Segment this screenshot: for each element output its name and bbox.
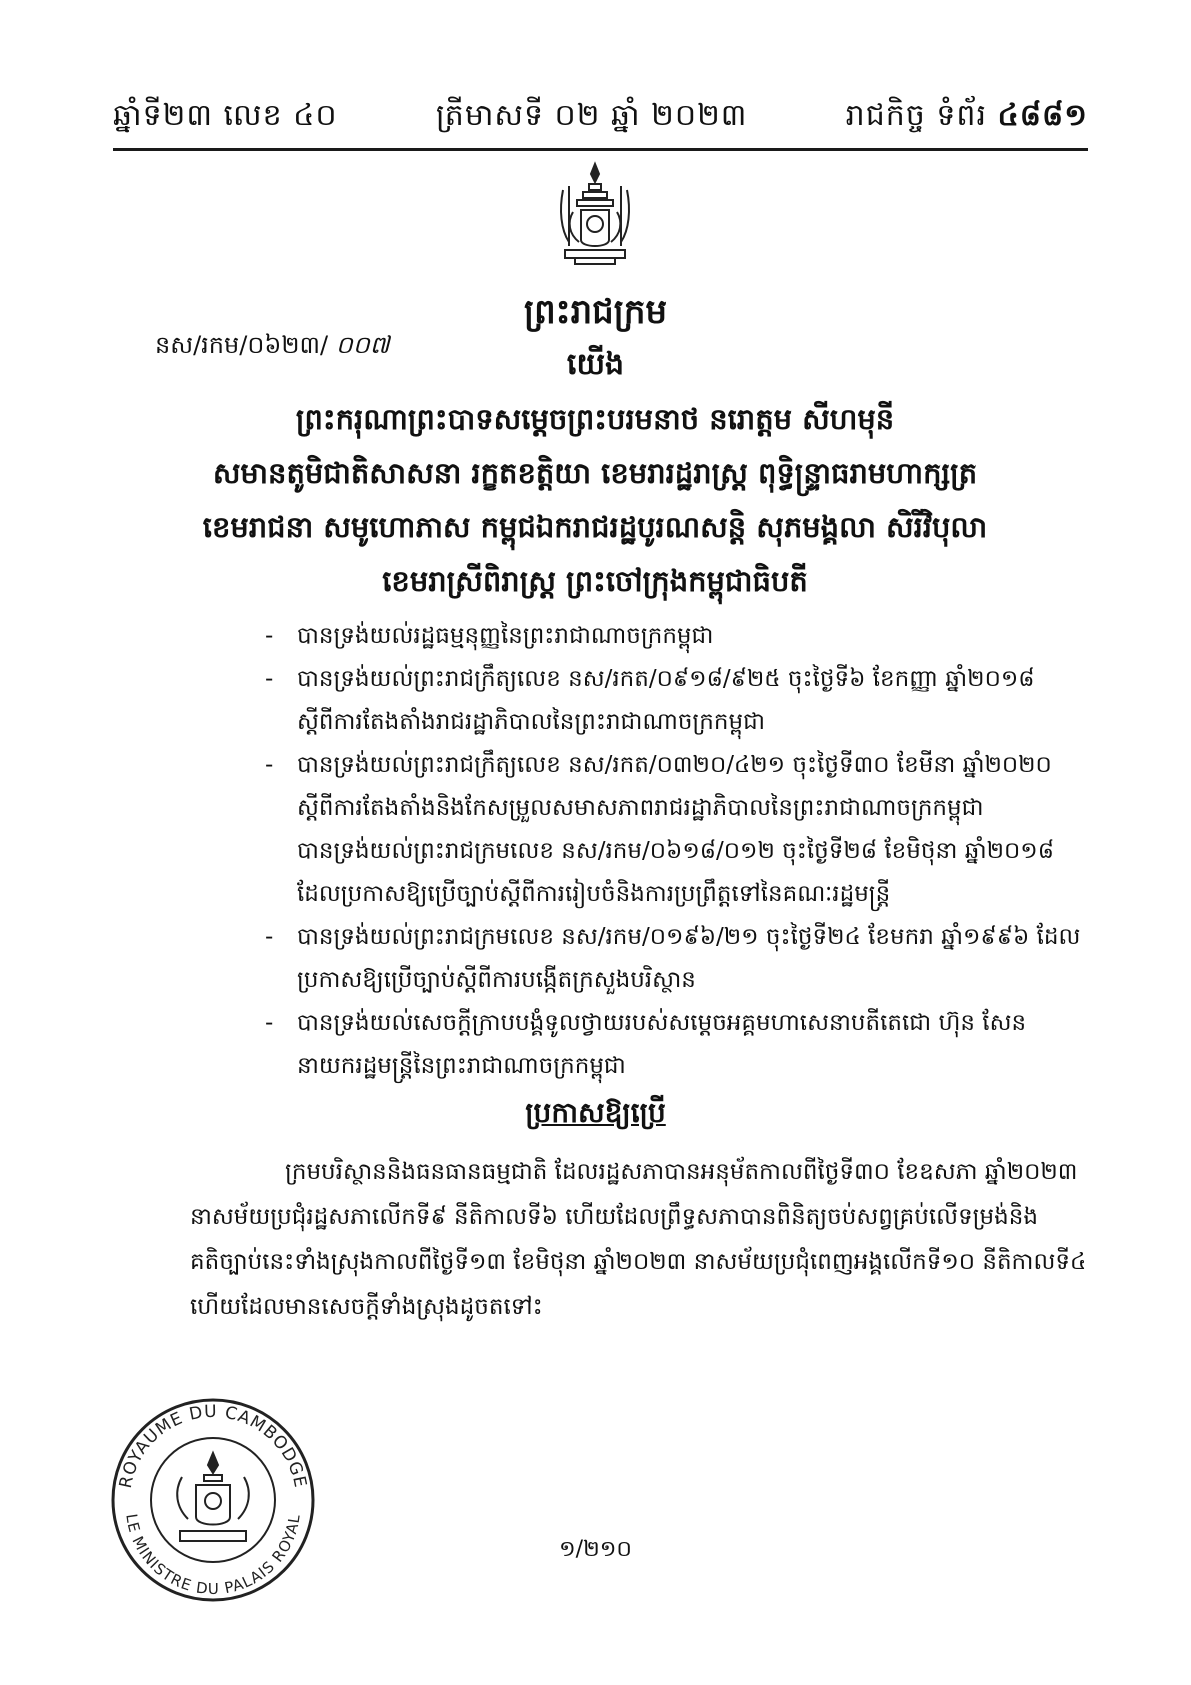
preamble-item	[265, 615, 1025, 658]
preamble-item	[265, 1002, 1025, 1088]
decree-we: យើង	[566, 347, 625, 382]
preamble-line: បានទ្រង់យល់សេចក្តីក្រាបបង្គំទូលថ្វាយរបស់សម្តេចអគ្គមហាសេនាបតីតេជោ ហ៊ុន សែន	[297, 1010, 1027, 1036]
preamble-item	[265, 658, 1035, 744]
header-issue: ឆ្នាំទី២៣ លេខ ៤០	[113, 98, 338, 133]
header-page-label: រាជកិច្ច ទំព័រ	[845, 98, 987, 133]
preamble-line: បានទ្រង់យល់ព្រះរាជក្រឹត្យលេខ នស/រកត/០៣២០/៤២១ ចុះថ្ងៃទី៣០ ខែមីនា ឆ្នាំ២០២០	[297, 752, 1052, 778]
preamble-line: បានទ្រង់យល់ព្រះរាជក្រឹត្យលេខ នស/រកត/០៩១៨/៩២៥ ចុះថ្ងៃទី៦ ខែកញ្ញា ឆ្នាំ២០១៨	[297, 666, 1035, 692]
paragraph-line: នាសម័យប្រជុំរដ្ឋសភាលើកទី៩ នីតិកាលទី៦ ហើយដែលព្រឹទ្ធសភាបានពិនិត្យចប់សព្វគ្រប់លើទម្រង់និង	[190, 1204, 1038, 1230]
preamble-line: នាយករដ្ឋមន្ត្រីនៃព្រះរាជាណាចក្រកម្ពុជា	[297, 1053, 626, 1079]
promulgate-heading: ប្រកាសឱ្យប្រើ	[525, 1096, 666, 1129]
king-title-line: ខេមរាជនា សមូហោភាស កម្ពុជឯករាជរដ្ឋបូរណសន្តិ សុភមង្គលា សិរីវិបុលា	[202, 510, 988, 544]
paragraph-line: គតិច្បាប់នេះទាំងស្រុងកាលពីថ្ងៃទី១៣ ខែមិថុនា ឆ្នាំ២០២៣ នាសម័យប្រជុំពេញអង្គលើកទី១០ នីតិកាលទី៤	[190, 1249, 1087, 1275]
bullet-dash: -	[265, 752, 274, 778]
paragraph-line: ក្រមបរិស្ថាននិងធនធានធម្មជាតិ ដែលរដ្ឋសភាបានអនុម័តកាលពីថ្ងៃទី៣០ ខែឧសភា ឆ្នាំ២០២៣	[285, 1159, 1078, 1185]
preamble-line: ប្រកាសឱ្យប្រើច្បាប់ស្តីពីការបង្កើតក្រសួងបរិស្ថាន	[297, 967, 696, 993]
header-page	[846, 96, 1088, 140]
preamble-line: ស្តីពីការតែងតាំងរាជរដ្ឋាភិបាលនៃព្រះរាជាណាចក្រកម្ពុជា	[297, 709, 765, 735]
seal-top-text: ROYAUME DU CAMBODGE	[115, 1401, 311, 1490]
preamble-line: ដែលប្រកាសឱ្យប្រើច្បាប់ស្តីពីការរៀបចំនិងការប្រព្រឹត្តទៅនៃគណៈរដ្ឋមន្ត្រី	[297, 881, 891, 907]
preamble-line: បានទ្រង់យល់រដ្ឋធម្មនុញ្ញនៃព្រះរាជាណាចក្រកម្ពុជា	[297, 623, 714, 649]
header-page-number: ៤៨៨១	[997, 98, 1088, 133]
seal-bottom-text: LE MINISTRE DU PALAIS ROYAL	[122, 1512, 304, 1599]
bullet-dash: -	[265, 1010, 274, 1036]
header-quarter: ត្រីមាសទី ០២ ឆ្នាំ ២០២៣	[435, 98, 748, 133]
royal-emblem-icon	[555, 160, 635, 272]
royal-palace-seal-icon	[108, 1395, 318, 1605]
bullet-dash: -	[265, 924, 274, 950]
gazette-header	[113, 90, 1088, 146]
preamble-item	[265, 916, 1081, 1002]
preamble-list	[265, 615, 1081, 1088]
king-title-line: ព្រះករុណាព្រះបាទសម្តេចព្រះបរមនាថ នរោត្តម សីហមុនី	[295, 402, 895, 436]
preamble-line: ស្តីពីការតែងតាំងនិងកែសម្រួលសមាសភាពរាជរដ្ឋាភិបាលនៃព្រះរាជាណាចក្រកម្ពុជា	[297, 795, 984, 821]
paragraph-line: ហើយដែលមានសេចក្តីទាំងស្រុងដូចតទៅះ	[190, 1294, 543, 1320]
king-title-line: សមានតូមិជាតិសាសនា រក្ខតខត្តិយា ខេមរារដ្ឋរាស្ត្រ ពុទ្ធិន្ទ្រាធរាមហាក្សត្រ	[212, 456, 978, 490]
preamble-item	[265, 744, 1054, 916]
svg-text:ROYAUME DU CAMBODGE	[116, 1402, 310, 1490]
decree-ref-handwritten: ០០៧	[335, 331, 390, 359]
king-title-line: ខេមរាស្រីពិរាស្ត្រ ព្រះចៅក្រុងកម្ពុជាធិបតី	[382, 564, 808, 598]
page-number: ១/២១០	[559, 1537, 632, 1562]
preamble-line: បានទ្រង់យល់ព្រះរាជក្រមលេខ នស/រកម/០៦១៨/០១២ ចុះថ្ងៃទី២៨ ខែមិថុនា ឆ្នាំ២០១៨	[297, 838, 1054, 864]
header-rule	[113, 148, 1088, 151]
decree-ref-printed: នស/រកម/០៦២៣/	[155, 331, 329, 359]
preamble-line: បានទ្រង់យល់ព្រះរាជក្រមលេខ នស/រកម/០១៩៦/២១ ចុះថ្ងៃទី២៤ ខែមករា ឆ្នាំ១៩៩៦ ដែល	[297, 924, 1081, 950]
bullet-dash: -	[265, 623, 274, 649]
bullet-dash: -	[265, 666, 274, 692]
decree-type-title: ព្រះរាជក្រម	[523, 292, 668, 332]
king-title-block	[150, 392, 1040, 608]
promulgation-paragraph	[190, 1150, 1087, 1330]
